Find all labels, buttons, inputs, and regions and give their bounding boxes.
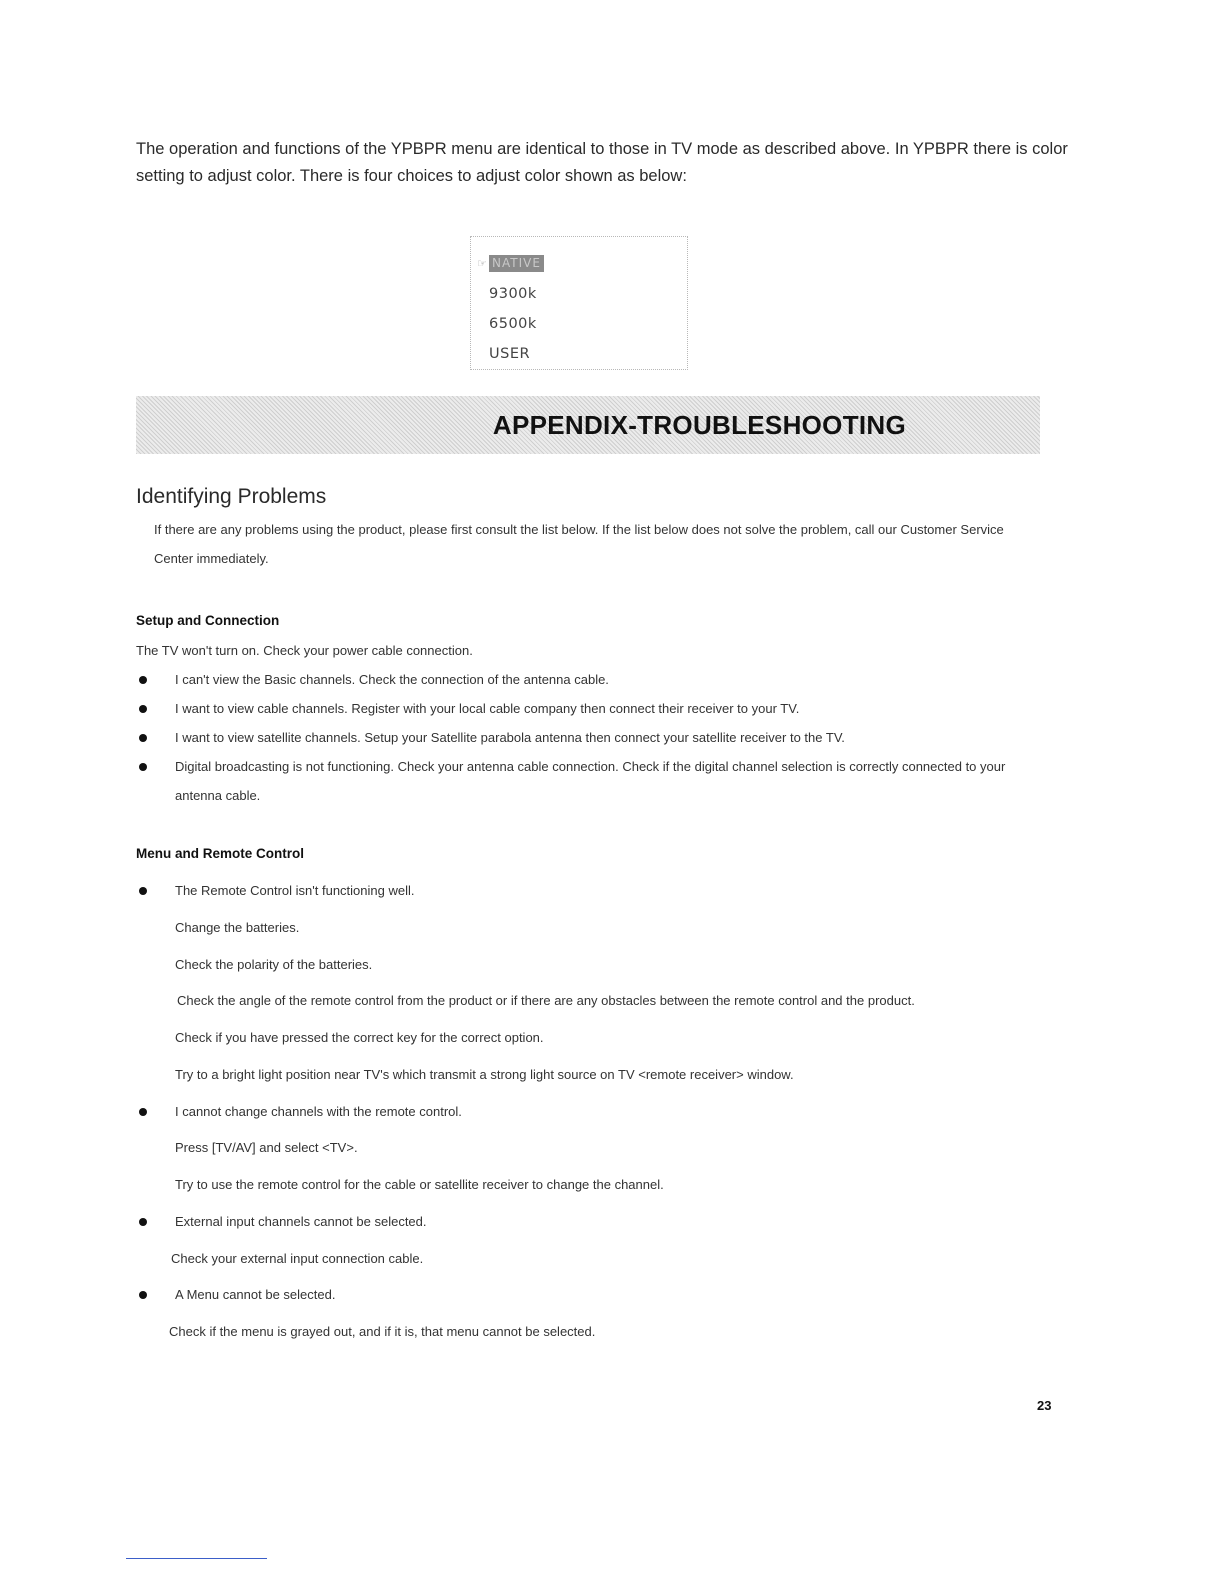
menu-fix: Check if the menu is grayed out, and if it is, that menu cannot be selected. bbox=[169, 1324, 596, 1339]
setup-bullet-4-continued: antenna cable. bbox=[175, 788, 261, 803]
remote-fix-3: Check the angle of the remote control from the product or if there are any obstacles between the remote control and the product. bbox=[177, 993, 915, 1008]
bullet-icon bbox=[139, 1218, 147, 1226]
menu-item-9300k: 9300k bbox=[489, 286, 537, 302]
remote-fix-2: Check the polarity of the batteries. bbox=[175, 957, 373, 972]
bullet-icon bbox=[139, 734, 147, 742]
bullet-icon bbox=[139, 676, 147, 684]
identifying-problems-title: Identifying Problems bbox=[136, 485, 327, 508]
external-issue: External input channels cannot be selected. bbox=[175, 1214, 427, 1229]
setup-bullet-1: I can't view the Basic channels. Check the connection of the antenna cable. bbox=[175, 672, 609, 687]
channel-fix-1: Press [TV/AV] and select <TV>. bbox=[175, 1140, 358, 1155]
remote-fix-4: Check if you have pressed the correct key for the correct option. bbox=[175, 1030, 544, 1045]
identifying-problems-text bbox=[154, 515, 1094, 573]
setup-connection-title: Setup and Connection bbox=[136, 613, 280, 628]
intro-line-2: setting to adjust color. There is four choices to adjust color shown as below: bbox=[136, 167, 687, 185]
remote-fix-5: Try to a bright light position near TV's which transmit a strong light source on TV <remote receiver> window. bbox=[175, 1067, 794, 1082]
menu-issue: A Menu cannot be selected. bbox=[175, 1287, 336, 1302]
banner-title: APPENDIX-TROUBLESHOOTING bbox=[492, 410, 906, 440]
remote-issue: The Remote Control isn't functioning well. bbox=[175, 883, 415, 898]
identifying-line-1: If there are any problems using the product, please first consult the list below. If the list below does not solve the problem, call our Customer Service bbox=[154, 522, 1004, 537]
bullet-icon bbox=[139, 705, 147, 713]
intro-line-1: The operation and functions of the YPBPR menu are identical to those in TV mode as described above. In YPBPR there is color bbox=[136, 140, 1068, 158]
menu-item-selected bbox=[477, 255, 544, 272]
bullet-icon bbox=[139, 1291, 147, 1299]
channel-fix-2: Try to use the remote control for the cable or satellite receiver to change the channel. bbox=[175, 1177, 664, 1192]
intro-paragraph bbox=[136, 136, 1096, 190]
color-temperature-menu bbox=[470, 236, 688, 370]
bullet-icon bbox=[139, 887, 147, 895]
footer-rule bbox=[126, 1558, 267, 1559]
setup-intro: The TV won't turn on. Check your power cable connection. bbox=[136, 643, 473, 658]
setup-bullet-4: Digital broadcasting is not functioning. Check your antenna cable connection. Check if the digital channel selection is correctly connected to your bbox=[175, 759, 1006, 774]
menu-item-6500k: 6500k bbox=[489, 316, 537, 332]
setup-bullet-3: I want to view satellite channels. Setup your Satellite parabola antenna then connect your satellite receiver to the TV. bbox=[175, 730, 845, 745]
channel-issue: I cannot change channels with the remote control. bbox=[175, 1104, 462, 1119]
menu-item-user: USER bbox=[489, 346, 531, 362]
appendix-banner bbox=[136, 396, 1040, 454]
external-fix: Check your external input connection cable. bbox=[171, 1251, 424, 1266]
remote-fix-1: Change the batteries. bbox=[175, 920, 300, 935]
pointer-icon: ☞ bbox=[477, 258, 487, 270]
identifying-line-2: Center immediately. bbox=[154, 551, 269, 566]
bullet-icon bbox=[139, 763, 147, 771]
setup-bullet-2: I want to view cable channels. Register with your local cable company then connect their receiver to your TV. bbox=[175, 701, 800, 716]
bullet-icon bbox=[139, 1108, 147, 1116]
page-number: 23 bbox=[1037, 1398, 1052, 1413]
menu-remote-title: Menu and Remote Control bbox=[136, 846, 304, 861]
menu-item-native: NATIVE bbox=[489, 255, 544, 272]
